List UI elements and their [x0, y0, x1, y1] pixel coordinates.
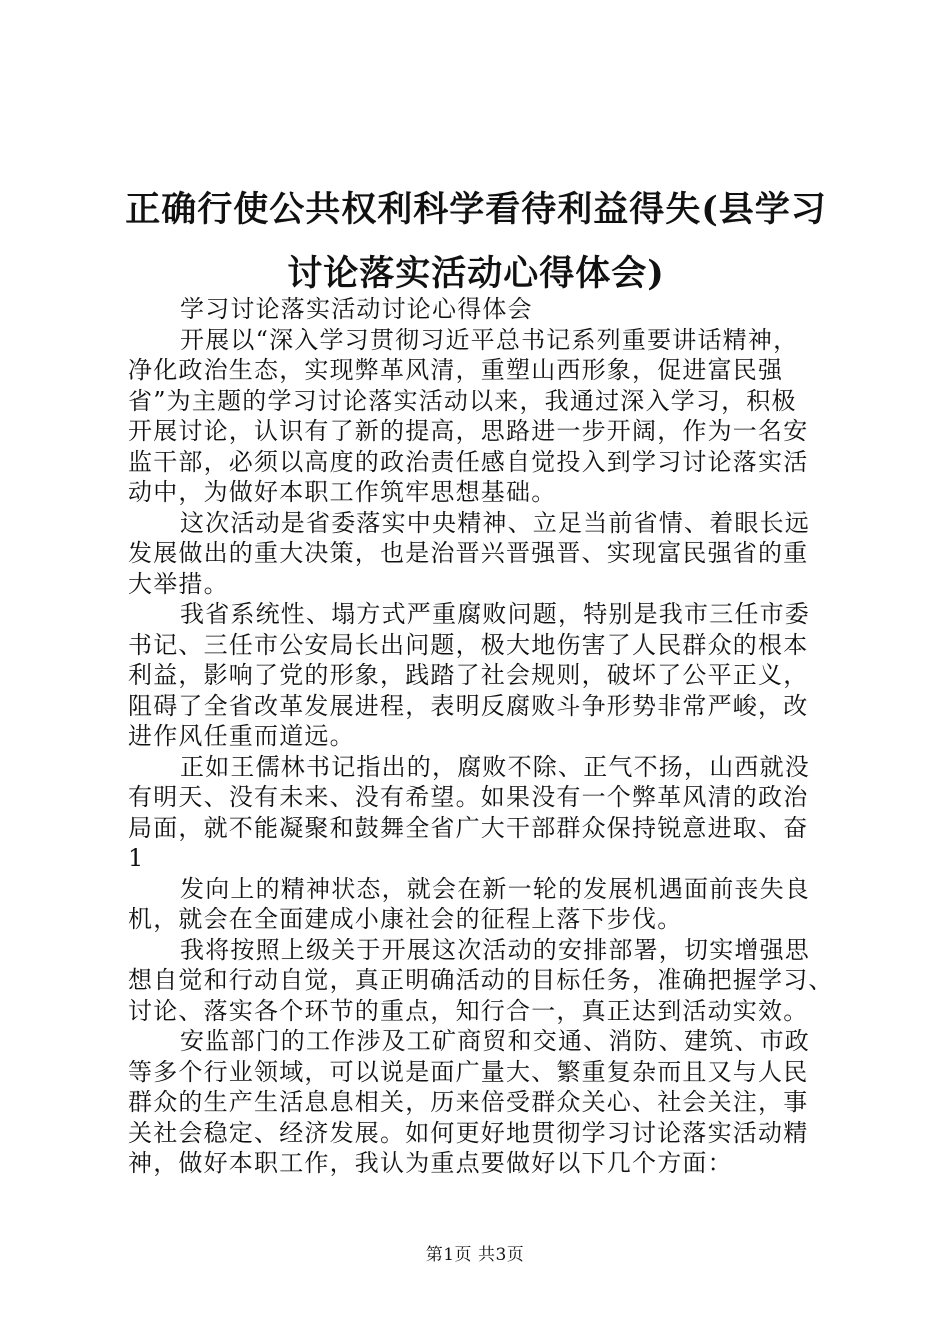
body-line: 学习讨论落实活动讨论心得体会	[180, 295, 533, 323]
body-line: 机，就会在全面建成小康社会的征程上落下步伐。	[128, 905, 683, 933]
title-line-1: 正确行使公共权利科学看待利益得失(县学习	[125, 189, 827, 230]
body-line: 发向上的精神状态，就会在新一轮的发展机遇面前丧失良	[180, 874, 810, 903]
body-line: 想自觉和行动自觉，真正明确活动的目标任务，准确把握学习、	[128, 966, 834, 994]
body-line: 正如王儒林书记指出的，腐败不除、正气不扬，山西就没	[180, 752, 810, 781]
body-line: 我将按照上级关于开展这次活动的安排部署，切实增强思	[180, 935, 810, 964]
body-line: 我省系统性、塌方式严重腐败问题，特别是我市三任市委	[180, 600, 810, 628]
body-line: 开展以“深入学习贯彻习近平总书记系列重要讲话精神，	[180, 325, 799, 354]
body-line: 安监部门的工作涉及工矿商贸和交通、消防、建筑、市政	[180, 1027, 810, 1055]
body-line: 开展讨论，认识有了新的提高，思路进一步开阔，作为一名安	[128, 417, 809, 445]
title-line-2: 讨论落实活动心得体会)	[287, 253, 665, 294]
page-footer: 第1页 共3页	[425, 1245, 525, 1265]
body-line: 发展做出的重大决策，也是治晋兴晋强晋、实现富民强省的重	[128, 539, 809, 567]
body-line: 关社会稳定、经济发展。如何更好地贯彻学习讨论落实活动精	[128, 1118, 809, 1147]
body-line: 1	[128, 844, 145, 872]
body-line: 局面，就不能凝聚和鼓舞全省广大干部群众保持锐意进取、奋	[128, 813, 809, 842]
body-line: 净化政治生态，实现弊革风清，重塑山西形象，促进富民强	[128, 356, 784, 384]
page-title	[120, 178, 832, 306]
body-line: 群众的生产生活息息相关，历来倍受群众关心、社会关注，事	[128, 1088, 809, 1116]
body-line: 讨论、落实各个环节的重点，知行合一，真正达到活动实效。	[128, 996, 809, 1025]
body-line: 动中，为做好本职工作筑牢思想基础。	[128, 478, 557, 506]
body-line: 等多个行业领域，可以说是面广量大、繁重复杂而且又与人民	[128, 1057, 809, 1086]
body-text	[128, 294, 840, 1179]
body-line: 利益，影响了党的形象，践踏了社会规则，破坏了公平正义，	[128, 661, 809, 689]
body-line: 有明天、没有未来、没有希望。如果没有一个弊革风清的政治	[128, 783, 809, 811]
body-line: 神，做好本职工作，我认为重点要做好以下几个方面：	[128, 1149, 733, 1177]
body-line: 进作风任重而道远。	[128, 722, 355, 750]
body-line: 大举措。	[128, 569, 229, 598]
body-line: 阻碍了全省改革发展进程，表明反腐败斗争形势非常严峻，改	[128, 691, 809, 720]
body-line: 监干部，必须以高度的政治责任感自觉投入到学习讨论落实活	[128, 447, 809, 476]
body-line: 书记、三任市公安局长出问题，极大地伤害了人民群众的根本	[128, 630, 809, 659]
body-line: 省”为主题的学习讨论落实活动以来，我通过深入学习，积极	[128, 386, 797, 415]
body-line: 这次活动是省委落实中央精神、立足当前省情、着眼长远	[180, 508, 810, 537]
